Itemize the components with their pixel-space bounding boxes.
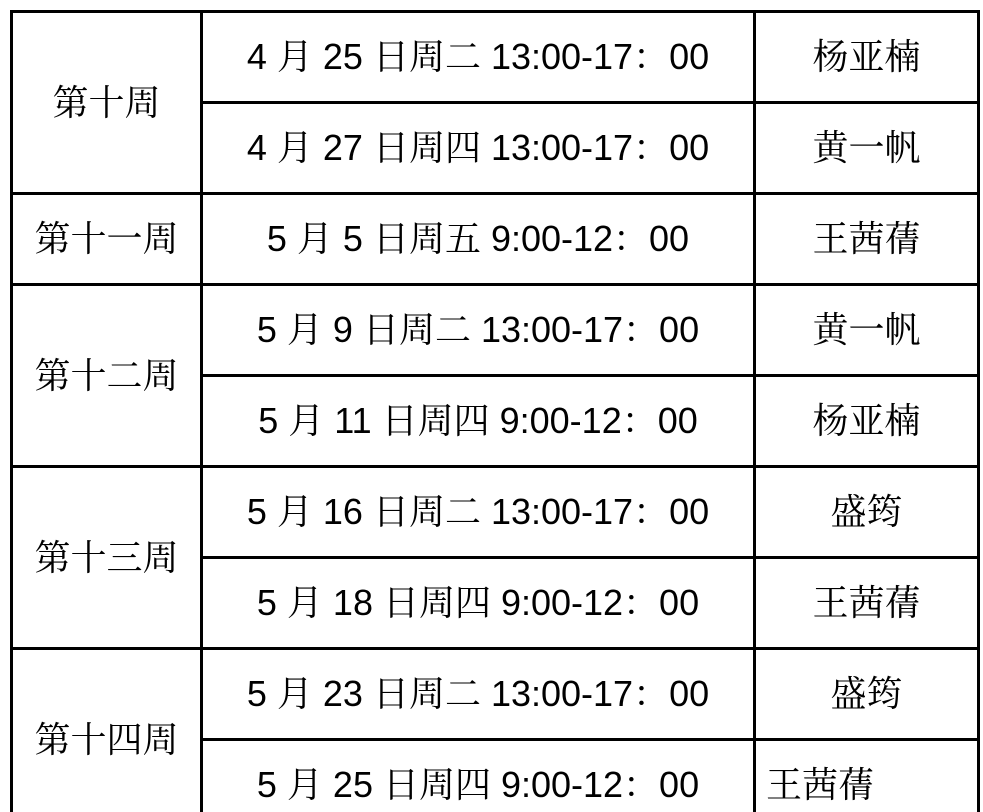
session-datetime: 4 月 25 日周二 13:00-17：00 [202,12,755,103]
table-row [12,649,979,740]
session-proctor: 王茜蒨 [755,558,979,649]
session-datetime: 5 月 16 日周二 13:00-17：00 [202,467,755,558]
session-proctor: 杨亚楠 [755,376,979,467]
session-proctor: 王茜蒨 [755,194,979,285]
session-datetime: 5 月 9 日周二 13:00-17：00 [202,285,755,376]
session-proctor: 王茜蒨 [755,740,979,812]
session-datetime: 5 月 11 日周四 9:00-12：00 [202,376,755,467]
session-datetime: 5 月 25 日周四 9:00-12：00 [202,740,755,812]
week-cell-10: 第十周 [12,12,202,194]
session-datetime: 5 月 5 日周五 9:00-12：00 [202,194,755,285]
session-datetime: 4 月 27 日周四 13:00-17：00 [202,103,755,194]
session-proctor: 黄一帆 [755,103,979,194]
session-datetime: 5 月 18 日周四 9:00-12：00 [202,558,755,649]
week-cell-12: 第十二周 [12,285,202,467]
session-proctor: 盛筠 [755,467,979,558]
session-proctor: 盛筠 [755,649,979,740]
session-proctor: 杨亚楠 [755,12,979,103]
schedule-table [10,10,980,812]
table-row [12,285,979,376]
table-row [12,12,979,103]
week-cell-14: 第十四周 [12,649,202,812]
table-row [12,467,979,558]
week-cell-13: 第十三周 [12,467,202,649]
session-proctor: 黄一帆 [755,285,979,376]
session-datetime: 5 月 23 日周二 13:00-17：00 [202,649,755,740]
table-row [12,194,979,285]
week-cell-11: 第十一周 [12,194,202,285]
